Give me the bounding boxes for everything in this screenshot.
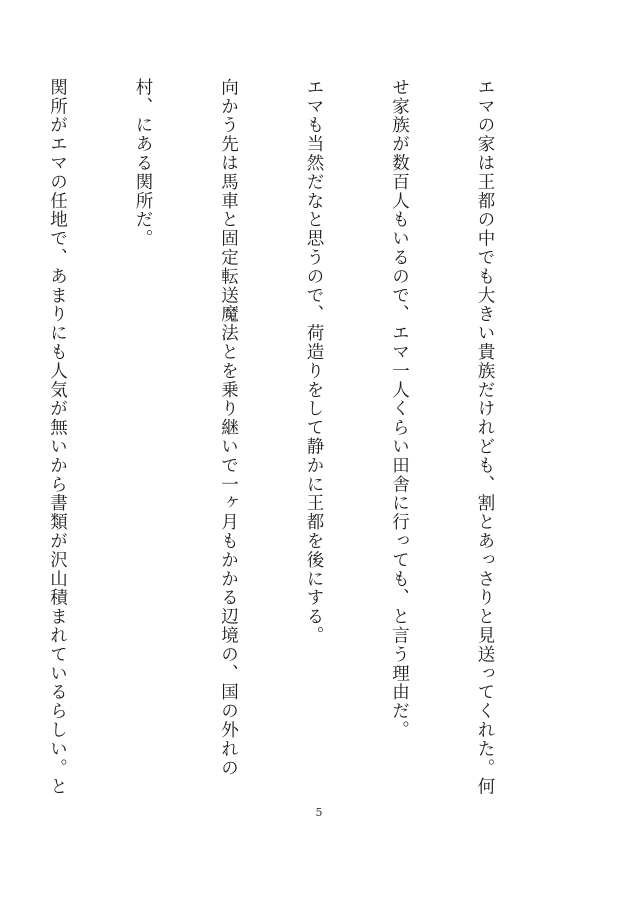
page-number: 5 (315, 806, 323, 819)
text-line: エマの家は王都の中でも大きい貴族だけれども、割とあっさりと見送ってくれた。何 (475, 78, 495, 797)
vertical-text-body (0, 78, 556, 797)
text-line: エマも当然だなと思うので、荷造りをして静かに王都を後にする。 (304, 78, 324, 645)
text-line: 向かう先は馬車と固定転送魔法とを乗り継いで一ヶ月もかかる辺境の、国の外れの (218, 78, 239, 778)
text-line: 関所がエマの任地で、あまりにも人気が無いから書類が沢山積まれているらしい。と (47, 78, 68, 797)
text-line: せ家族が数百人もいるので、エマ一人くらい田舎に行っても、と言う理由だ。 (389, 78, 410, 740)
text-line: 村、にある関所だ。 (133, 78, 153, 249)
